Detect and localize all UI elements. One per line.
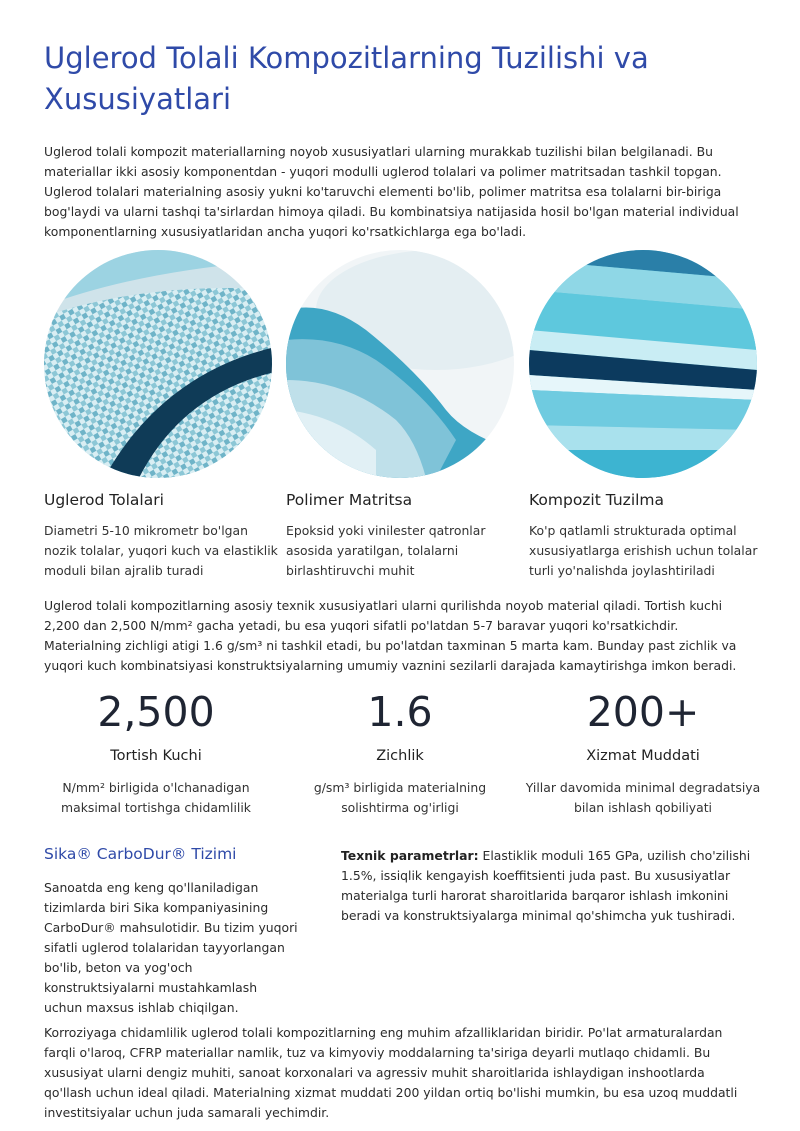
page-title: Uglerod Tolali Kompozitlarning Tuzilishi va Xususiyatlari [44,41,649,116]
stat-label: Zichlik [376,748,424,764]
stat-description: N/mm² birligida o'lchanadigan maksimal tortishga chidamlilik [61,780,251,815]
intro-paragraph: Uglerod tolali kompozit materiallarning noyob xususiyatlari ularning murakkab tuzilishi bilan belgilanadi. Bu materiallar ikki asosiy komponentdan - yuqori modulli uglerod tolalari va polimer matritsadan tashkil topgan. Uglerod tolalari materialning asosiy yukni ko'taruvchi elementi bo'lib, polimer matritsa esa tolalarni bir-biriga bog'laydi va ularni tashqi ta'sirlardan himoya qiladi. Bu kombinatsiya natijasida hosil bo'lgan material individual komponentlarning xususiyatlaridan ancha yuqori ko'rsatkichlarga ega bo'ladi. [44,144,739,239]
stat-description: g/sm³ birligida materialning solishtirma og'irligi [313,780,487,815]
stat-label: Tortish Kuchi [110,748,202,764]
col-text-composite-structure: Ko'p qatlamli strukturada optimal xususiyatlarga erishish uchun tolalar turli yo'nalishda joylashtiriladi [529,523,758,578]
technical-properties-paragraph: Uglerod tolali kompozitlarning asosiy texnik xususiyatlari ularni qurilishda noyob material qiladi. Tortish kuchi 2,200 dan 2,500 N/mm² gacha yetadi, bu esa yuqori sifatli po'latdan 5-7 baravar yuqori ko'rsatkichdir. Materialning zichligi atigi 1.6 g/sm³ ni tashkil etadi, bu po'latdan taxminan 5 marta kam. Bunday past zichlik va yuqori kuch kombinatsiyasi konstruktsiyalarning umumiy vaznini sezilarli darajada kamaytirishga imkon beradi. [44,598,737,673]
polymer-matrix-image [286,250,514,478]
carbon-fiber-image [44,250,272,478]
technical-parameters-text: Elastiklik moduli 165 GPa, uzilish cho'zilishi 1.5%, issiqlik kengayish koeffitsienti juda past. Bu xususiyatlar materialga turli harorat sharoitlarida barqaror ishlash imkonini beradi va konstruktsiyalarga minimal qo'shimcha yuk tushiradi. [341,848,751,923]
col-text-polymer-matrix: Epoksid yoki vinilester qatronlar asosida yaratilgan, tolalarni birlashtiruvchi muhit [286,523,486,578]
col-title-carbon-fibers: Uglerod Tolalari [44,491,164,509]
stat-density [282,688,518,818]
stat-tensile-strength [38,688,274,818]
col-title-composite-structure: Kompozit Tuzilma [529,491,665,509]
stat-value: 1.6 [367,688,433,736]
stat-label: Xizmat Muddati [586,748,700,764]
stat-service-life [525,688,761,818]
stat-value: 200+ [586,688,700,736]
col-text-carbon-fibers: Diametri 5-10 mikrometr bo'lgan nozik tolalar, yuqori kuch va elastiklik moduli bilan ajralib turadi [44,523,278,578]
composite-structure-image [529,250,757,478]
stat-value: 2,500 [97,688,215,736]
sika-section-text: Sanoatda eng keng qo'llaniladigan tizimlarda biri Sika kompaniyasining CarboDur® mahsulotidir. Bu tizim yuqori sifatli uglerod tolalaridan tayyorlangan bo'lib, beton va yog'och konstruktsiyalarni mustahkamlash uchun maxsus ishlab chiqilgan. [44,880,298,1015]
col-title-polymer-matrix: Polimer Matritsa [286,491,413,509]
corrosion-resistance-paragraph: Korroziyaga chidamlilik uglerod tolali kompozitlarning eng muhim afzalliklaridan biridir. Po'lat armaturalardan farqli o'laroq, CFRP materiallar namlik, tuz va kimyoviy moddalarning ta'siriga deyarli mutlaqo chidamli. Bu xususiyat ularni dengiz muhiti, sanoat korxonalari va agressiv muhit sharoitlarida ishlaydigan inshootlarda qo'llash uchun ideal qiladi. Materialning xizmat muddati 200 yildan ortiq bo'lishi mumkin, bu esa uzoq muddatli investitsiyalar uchun juda samarali yechimdir. [44,1025,738,1120]
technical-parameters-label: Texnik parametrlar: [341,848,479,863]
stat-description: Yillar davomida minimal degradatsiya bilan ishlash qobiliyati [525,780,761,815]
sika-section-title: Sika® CarboDur® Tizimi [44,845,237,863]
technical-parameters-paragraph [341,846,761,926]
